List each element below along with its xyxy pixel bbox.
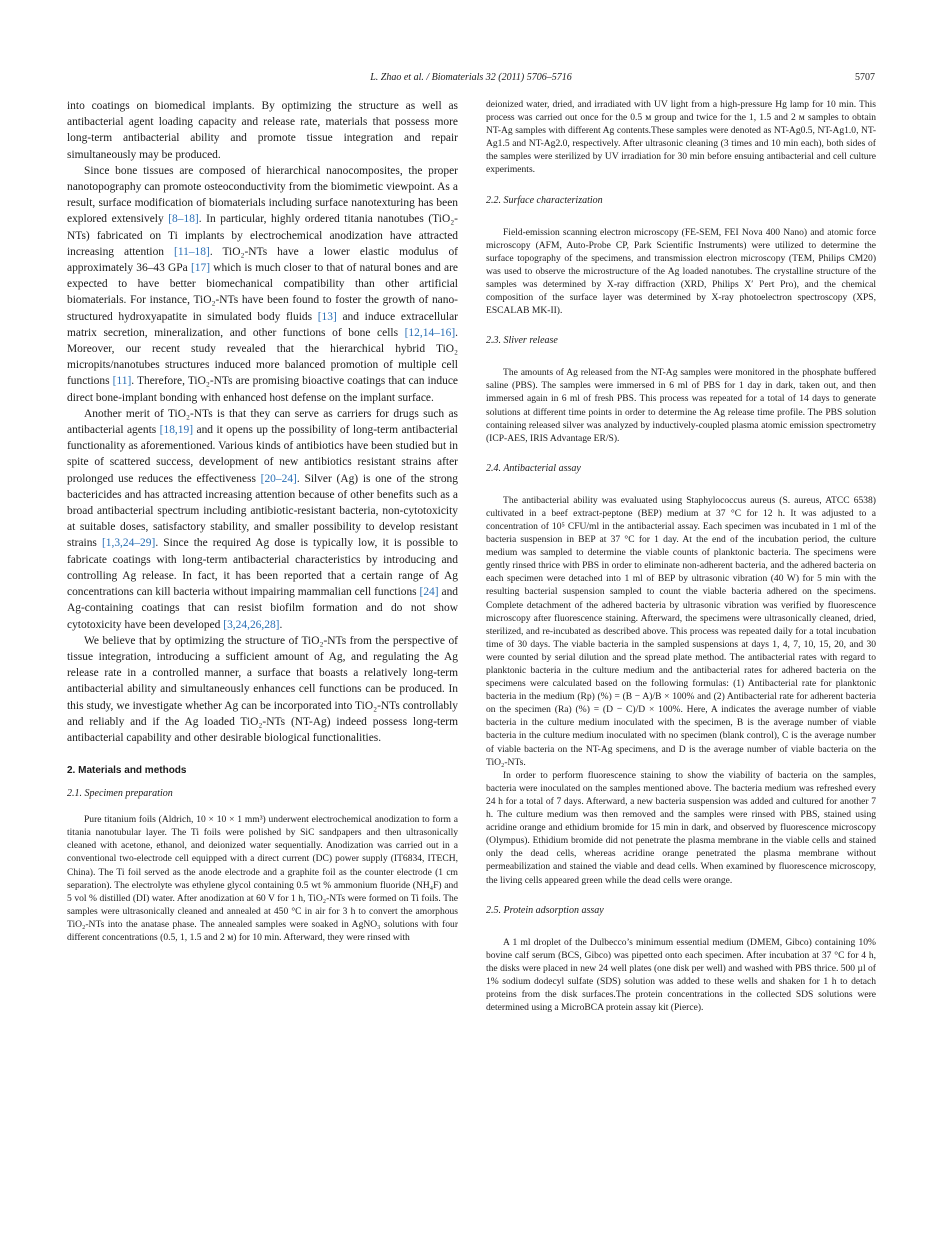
subsection-heading-specimen-preparation: 2.1. Specimen preparation bbox=[67, 788, 173, 800]
specimen-preparation-paragraph: Pure titanium foils (Aldrich, 10 × 10 × 1 mm³) underwent electrochemical anodization to form a titania nanotubular layer. The Ti foils were polished by SiC sandpapers and then ultrasonically cleaned with acetone, ethanol, and deionized water sequentially. Anodization was carried out in a conventional two-electrode cell equipped with a direct current (DC) power supply (IT6834, ITECH, China). The Ti foil served as the anode electrode and a graphite foil as the counter electrode (1 cm separation). The electrolyte was ethylene glycol containing 0.5 wt % ammonium fluoride (NH₄F) and 5 vol % distilled (DI) water. After anodization at 60 V for 1 h, TiO₂-NTs were formed on Ti foils. The samples were ultrasonically cleaned and annealed at 450 °C in air for 3 h to convert the amorphous TiO₂-NTs into the anatase phase. The annealed samples were soaked in AgNO₃ solutions with four different concentrations (0.5, 1, 1.5 and 2 ᴍ) for 10 min. Afterward, they were rinsed with bbox=[67, 814, 458, 943]
antibacterial-assay-paragraph-2: In order to perform fluorescence staining to show the viability of bacteria on the samples, bacteria were inoculated on the samples mentioned above. The bacteria medium was refreshed every 24 h for a total of 7 days. Afterward, a new bacteria suspension was added and cultured for another 7 h. The culture medium was then removed and the samples were rinsed with PBS, stained using acridine orange and ethidium bromide for 15 min in dark, and observed by fluorescence microscopy (Olympus). Ethidium bromide did not penetrate the plasma membrane in the viable cells and stained only the dead cells, whereas acridine orange penetrated the plasma membrane without permeabilization and stained the viable and dead cells. When examined by fluorescence microscopy, the living cells appeared green while the dead cells were orange. bbox=[486, 769, 876, 886]
protein-adsorption-paragraph: A 1 ml droplet of the Dulbecco’s minimum essential medium (DMEM, Gibco) containing 10% bovine calf serum (BCS, Gibco) was pipetted onto each specimen. After incubation at 37 °C for 4 h, the disks were placed in new 24 well plates (one disk per well) and washed with PBS thrice. 500 µl of 1% sodium dodecyl sulfate (SDS) solution was added to these wells and shaken for 1 h to detach proteins from the disk surfaces.The protein concentrations in the collected SDS solutions were determined using a MicroBCA protein assay kit (Pierce). bbox=[486, 936, 876, 1014]
page-number: 5707 bbox=[855, 72, 875, 83]
intro-paragraph-2: Since bone tissues are composed of hierarchical nanocomposites, the proper nanotopography can promote osteoconductivity from the biomimetic viewpoint. As a result, surface modification of biomaterials including surface nanotexturing has been explored extensively [8–18]. In particular, highly ordered titania nanotubes (TiO₂-NTs) fabricated on Ti implants by electrochemical anodization have attracted increasing attention [11–18]. TiO₂-NTs have a lower elastic modulus of approximately 36–43 GPa [17] which is much closer to that of natural bones and are expected to have better biomechanical compatibility than other artificial biomaterials. For instance, TiO₂-NTs have been found to foster the growth of nano-structured hydroxyapatite in simulated body fluids [13] and induce extracellular matrix secretion, mineralization, and other functions of bone cells [12,14–16]. Moreover, our recent study revealed that the hierarchical hybrid TiO₂ micropits/nanotubes structures induced more balanced promotion of multiple cell functions [11]. Therefore, TiO₂-NTs are promising bioactive coatings that can induce direct bone-implant bonding with enhanced host defense on the implant surface. bbox=[67, 164, 458, 404]
right-column bbox=[486, 98, 876, 1014]
reference-link[interactable]: [8–18] bbox=[168, 213, 199, 226]
specimen-preparation-continued: deionized water, dried, and irradiated with UV light from a high-pressure Hg lamp for 10 min. This process was carried out once for the 0.5 ᴍ group and twice for the 1, 1.5 and 2 ᴍ samples to obtain NT-Ag samples with different Ag contents.These samples were denoted as NT-Ag0.5, NT-Ag1.0, NT-Ag1.5 and NT-Ag2.0, respectively. After ultrasonic cleaning (3 times and 10 min each), both sides of the samples were sterilized by UV irradiation for 30 min before ensuing antibacterial and cell culture experiments. bbox=[486, 99, 876, 176]
intro-paragraph-3: Another merit of TiO₂-NTs is that they can serve as carriers for drugs such as antibacterial agents [18,19] and it opens up the possibility of long-term antibacterial functionality as aforementioned. Various kinds of antibiotics have been studied but in spite of scattered success, development of new antibiotics resistant strains after prolonged use reduces the effectiveness [20–24]. Silver (Ag) is one of the strong bactericides and has attracted increasing attention because of other benefits such as a broad antibacterial spectrum including antibiotic-resistant bacteria, non-cytotoxicity at suitable doses, satisfactory stability, and smaller possibility to develop resistant strains [1,3,24–29]. Since the required Ag dose is typically low, it is possible to fabricate coatings with long-term antibacterial characteristics by introducing and controlling Ag release. In fact, it has been reported that a certain range of Ag concentrations can kill bacteria without impairing mammalian cell functions [24] and Ag-containing coatings that can resist biofilm formation and do not show cytotoxicity have been developed [3,24,26,28]. bbox=[67, 407, 458, 631]
reference-link[interactable]: [18,19] bbox=[159, 424, 194, 437]
reference-link[interactable]: [20–24] bbox=[260, 472, 297, 485]
intro-paragraph-4: We believe that by optimizing the structure of TiO₂-NTs from the perspective of tissue integration, introducing a sufficient amount of Ag, and regulating the Ag release rate in a controlled manner, a surface that boasts a relatively long-term antibacterial ability and simultaneously enhances cell functions can be produced. In this study, we investigate whether Ag can be incorporated into TiO₂-NTs controllably and reliably and if the Ag loaded TiO₂-NTs (NT-Ag) indeed possess long-term antibacterial capability and other desirable biological functionalities. bbox=[67, 634, 458, 744]
reference-link[interactable]: [3,24,26,28] bbox=[223, 618, 280, 631]
reference-link[interactable]: [11] bbox=[112, 375, 132, 388]
silver-release-paragraph: The amounts of Ag released from the NT-Ag samples were monitored in the phosphate buffered saline (PBS). The samples were immersed in 6 ml of PBS for 1 day in dark, taken out, and then immersed again in 6 ml of fresh PBS. This process was repeated for a total of 14 days to generate solutions at different time points in order to determine the Ag release time profile. The PBS solution containing released silver was analyzed by inductively-coupled plasma atomic emission spectrometry (ICP-AES, IRIS Advantage ER/S). bbox=[486, 367, 876, 444]
running-title: L. Zhao et al. / Biomaterials 32 (2011) 5706–5716 bbox=[370, 72, 572, 83]
reference-link[interactable]: [12,14–16] bbox=[404, 326, 456, 339]
subsection-heading-antibacterial-assay: 2.4. Antibacterial assay bbox=[486, 462, 581, 474]
antibacterial-assay-paragraph-1: The antibacterial ability was evaluated using Staphylococcus aureus (S. aureus, ATCC 6538) cultivated in a beef extract-peptone (BEP) medium at 37 °C for 12 h. It was adjusted to a concentration of 10⁵ CFU/ml in the antibacterial assay. Each specimen was incubated in 1 ml of the bacteria suspension in BEP at 37 °C for 1 day. At the end of the incubation period, the culture medium was sampled to determine the viable counts of planktonic bacteria. The specimens were gently rinsed thrice with PBS in order to eliminate non-adherent bacteria, and the adhered bacteria on each specimen were detached into 1 ml of BEP by ultrasonic vibration (40 W) for 5 min with the resulting bacterial suspension sampled to count the viable bacteria adhered on the specimens. Complete detachment of the adhered bacteria by ultrasonic vibration was verified by fluorescence microscopy after fluorescence staining. Afterward, the specimens were ultrasonically cleaned, dried, sterilized, and re-incubated as described above. This process was repeated daily for a total incubation time of 30 days. The viable bacteria in the sampled suspensions at days 1, 4, 7, 10, 15, 20, and 30 were counted by serial dilution and the spread plate method. The antibacterial rates with regard to planktonic bacteria in the culture medium and the antibacterial rates for adhered bacteria on the specimens were calculated based on the following formulas: (1) Antibacterial rate for planktonic bacteria in the medium (Rp) (%) = (B − A)/B × 100% and (2) Antibacterial rate for adherent bacteria on the specimen (Ra) (%) = (D − C)/D × 100%. Here, A indicates the average number of viable bacteria in the culture medium inoculated with the specimen, B is the average number of viable bacteria in the culture medium inoculated with no specimen (blank control), C is the average number of viable bacteria on the NT-Ag specimens, and D is the average number of viable bacteria on the TiO₂-NTs. bbox=[486, 494, 876, 768]
surface-characterization-paragraph: Field-emission scanning electron microscopy (FE-SEM, FEI Nova 400 Nano) and atomic force microscopy (AFM, Auto-Probe CP, Park Scientific Instruments) were utilized to determine the surface topography of the specimens, and transmission electron microscopy (TEM, Philips CM20) was used to observe the microstructure of the Ag loaded nanotubes. The crystalline structure of the samples was determined by X-ray diffraction (XRD, Philips X′ Pert Pro), and the chemical composition of the surface layer was determined by X-ray photoelectron spectroscopy (XPS, ESCALAB MK-II). bbox=[486, 226, 876, 317]
left-column bbox=[67, 98, 458, 944]
reference-link[interactable]: [17] bbox=[190, 262, 211, 275]
section-heading-materials-methods: 2. Materials and methods bbox=[67, 765, 187, 777]
subsection-heading-surface-characterization: 2.2. Surface characterization bbox=[486, 194, 603, 206]
intro-paragraph-1: into coatings on biomedical implants. By optimizing the structure as well as antibacterial agent loading capacity and release rate, materials that possess more long-term antibacterial ability and promote tissue integration and repair simultaneously may be produced. bbox=[67, 100, 458, 161]
subsection-heading-protein-adsorption: 2.5. Protein adsorption assay bbox=[486, 904, 604, 916]
reference-link[interactable]: [11–18] bbox=[174, 245, 210, 258]
page-header bbox=[67, 72, 875, 86]
reference-link[interactable]: [1,3,24–29] bbox=[101, 537, 156, 550]
subsection-heading-silver-release: 2.3. Sliver release bbox=[486, 335, 558, 347]
reference-link[interactable]: [13] bbox=[317, 310, 337, 323]
reference-link[interactable]: [24] bbox=[419, 586, 439, 599]
